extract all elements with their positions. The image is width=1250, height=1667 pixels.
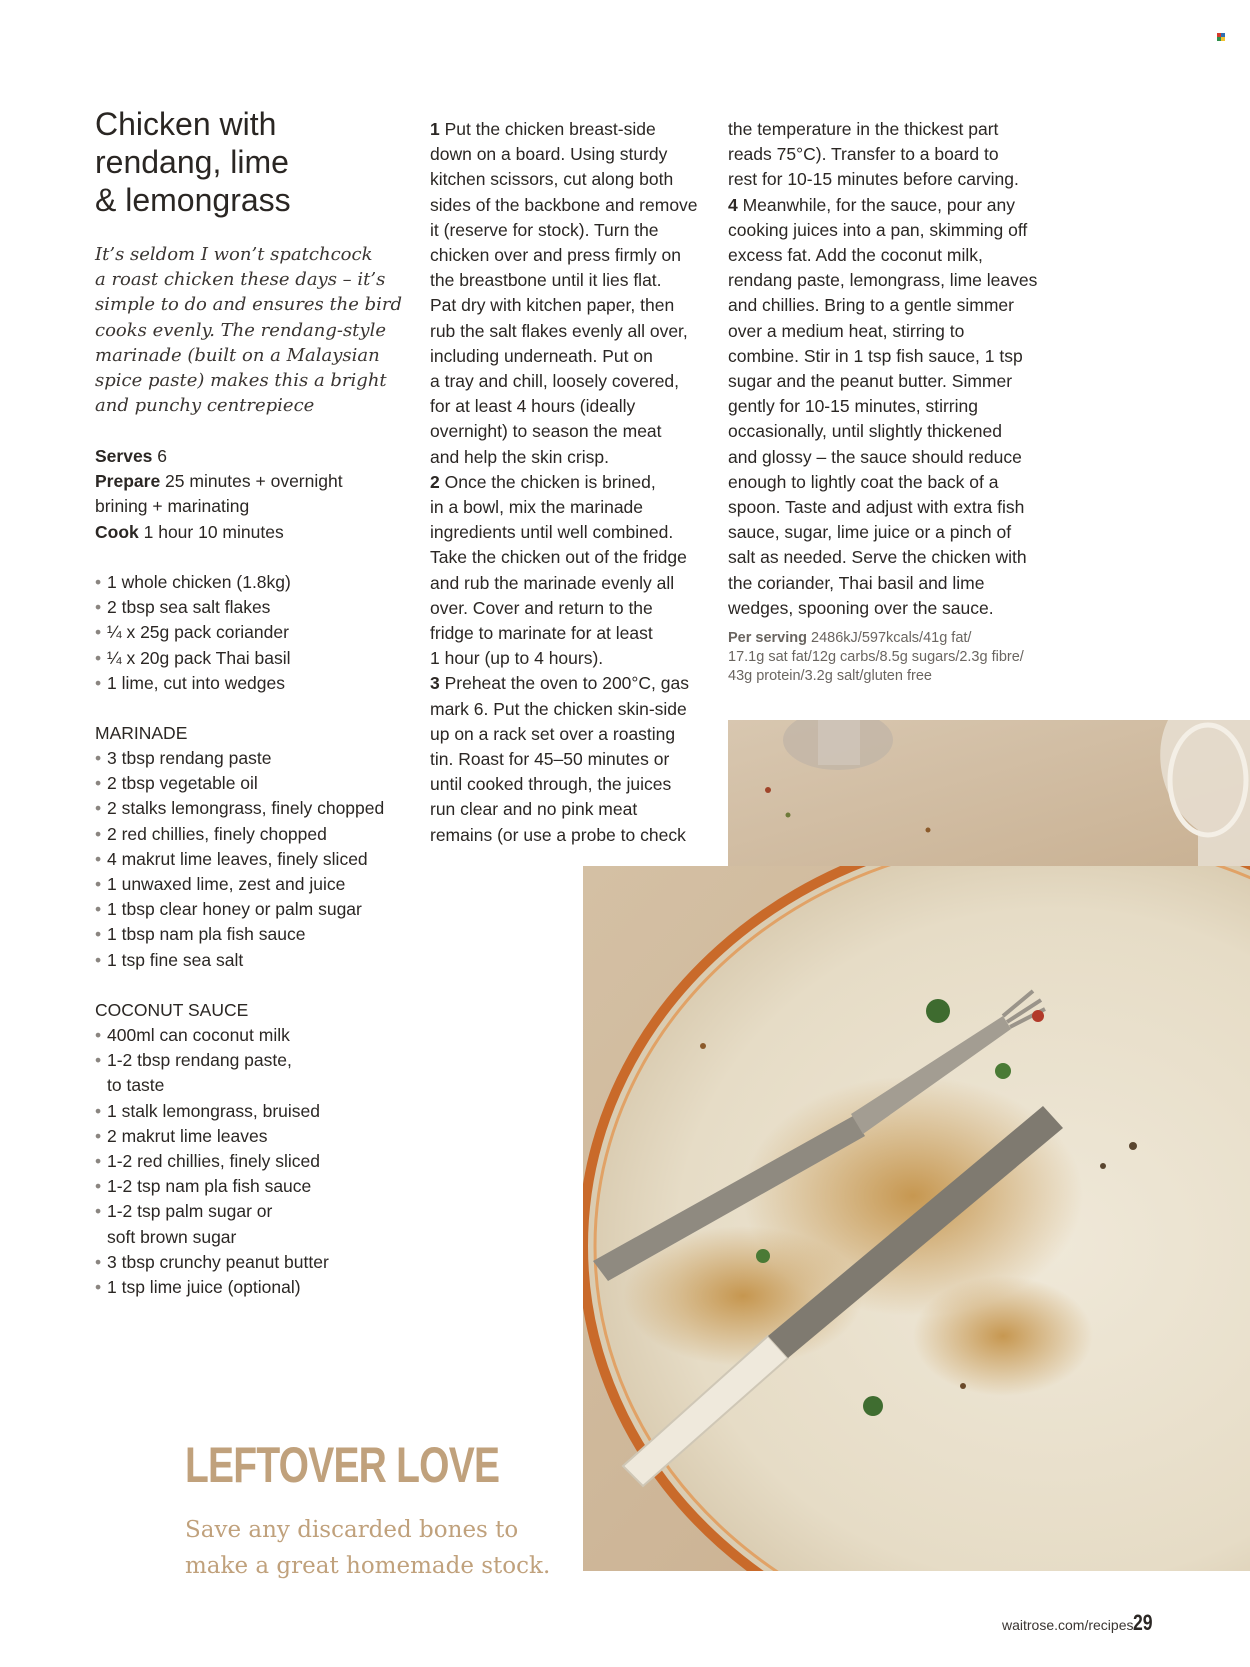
method-text: for at least 4 hours (ideally — [430, 396, 636, 417]
list-item: • 1 tsp lime juice (optional) — [95, 1275, 415, 1300]
method-line — [430, 470, 720, 495]
method-text: the coriander, Thai basil and lime — [728, 572, 985, 593]
method-text: spoon. Taste and adjust with extra fish — [728, 497, 1025, 518]
method-text: Put the chicken breast-side — [439, 119, 656, 139]
method-text: rendang paste, lemongrass, lime leaves — [728, 270, 1038, 291]
method-line — [430, 419, 720, 444]
list-item: • 2 tbsp sea salt flakes — [95, 595, 415, 620]
page-number: 29 — [1133, 1610, 1153, 1635]
list-item: • 2 stalks lemongrass, finely chopped — [95, 796, 415, 821]
method-line — [728, 319, 1048, 344]
method-line — [430, 596, 720, 621]
method-line — [430, 167, 720, 192]
serves-value: 6 — [152, 446, 168, 466]
method-line — [728, 369, 1048, 394]
marinade-ingredient-list — [95, 746, 415, 973]
method-text: the breastbone until it lies flat. — [430, 270, 662, 291]
prepare-label: Prepare — [95, 471, 161, 492]
method-text: 1 hour (up to 4 hours). — [430, 648, 604, 669]
method-line — [430, 671, 720, 696]
step-number: 4 — [728, 194, 738, 215]
method-line — [430, 319, 720, 344]
method-line — [430, 722, 720, 747]
list-item: • 1-2 red chillies, finely sliced — [95, 1149, 415, 1174]
method-line — [430, 772, 720, 797]
list-item-text-cont: soft brown sugar — [107, 1226, 237, 1247]
recipe-meta — [95, 444, 405, 545]
method-text: reads 75°C). Transfer to a board to — [728, 144, 999, 165]
method-text: ingredients until well combined. — [430, 522, 674, 543]
list-item: • 1 unwaxed lime, zest and juice — [95, 872, 415, 897]
intro-line: spice paste) makes this a bright — [95, 370, 387, 392]
method-text: kitchen scissors, cut along both — [430, 169, 674, 190]
method-line — [728, 419, 1048, 444]
method-line — [430, 797, 720, 822]
serves-row — [95, 444, 405, 469]
method-text: chicken over and press firmly on — [430, 245, 681, 266]
method-line — [728, 520, 1048, 545]
method-text: the temperature in the thickest part — [728, 119, 999, 139]
cook-value: 1 hour 10 minutes — [138, 521, 284, 542]
method-line — [728, 167, 1048, 192]
title-line: rendang, lime — [95, 144, 289, 180]
method-line — [430, 571, 720, 596]
method-line — [728, 344, 1048, 369]
method-line — [430, 823, 720, 848]
nutrition-info — [728, 629, 1068, 686]
serves-label: Serves — [95, 446, 153, 466]
method-text: cooking juices into a pan, skimming off — [728, 219, 1028, 240]
method-line — [728, 470, 1048, 495]
method-line — [430, 117, 720, 142]
method-line — [728, 142, 1048, 167]
method-line — [430, 520, 720, 545]
list-item-text: 1-2 tsp palm sugar or — [107, 1201, 273, 1222]
prepare-value: 25 minutes + overnight — [160, 471, 343, 492]
recipe-intro — [95, 242, 405, 418]
method-line — [430, 193, 720, 218]
leftover-line: make a great homemade stock. — [185, 1553, 551, 1579]
main-ingredient-list — [95, 570, 415, 696]
method-text: combine. Stir in 1 tsp fish sauce, 1 tsp — [728, 345, 1023, 366]
list-item: • ¼ x 20g pack Thai basil — [95, 646, 415, 671]
leftover-text — [185, 1512, 565, 1584]
intro-line: cooks evenly. The rendang-style — [95, 319, 386, 341]
method-line — [728, 571, 1048, 596]
step-number: 2 — [430, 471, 440, 492]
method-column-2 — [728, 117, 1048, 621]
list-item: • 3 tbsp crunchy peanut butter — [95, 1250, 415, 1275]
method-text: a tray and chill, loosely covered, — [430, 371, 680, 392]
method-line — [430, 621, 720, 646]
footer-url-link[interactable]: waitrose.com/recipes — [1002, 1617, 1134, 1633]
list-item: • 4 makrut lime leaves, finely sliced — [95, 847, 415, 872]
list-item: • 1 stalk lemongrass, bruised — [95, 1099, 415, 1124]
method-line — [728, 293, 1048, 318]
method-line — [430, 243, 720, 268]
method-text: it (reserve for stock). Turn the — [430, 219, 659, 240]
list-item-text: 1-2 tbsp rendang paste, — [107, 1050, 292, 1071]
method-text: remains (or use a probe to check — [430, 824, 686, 845]
method-text: until cooked through, the juices — [430, 774, 672, 795]
corner-logo-icon — [1217, 33, 1225, 41]
list-item: • 2 makrut lime leaves — [95, 1124, 415, 1149]
list-item: • 1 whole chicken (1.8kg) — [95, 570, 415, 595]
method-line — [430, 445, 720, 470]
method-text: down on a board. Using sturdy — [430, 144, 668, 165]
method-text: fridge to marinate for at least — [430, 623, 653, 644]
method-text: and chillies. Bring to a gentle simmer — [728, 295, 1014, 316]
method-text: Once the chicken is brined, — [439, 471, 656, 492]
method-line — [430, 344, 720, 369]
list-item: • ¼ x 25g pack coriander — [95, 620, 415, 645]
method-text: enough to lightly coat the back of a — [728, 471, 999, 492]
method-line — [430, 268, 720, 293]
method-line — [430, 142, 720, 167]
method-text: tin. Roast for 45–50 minutes or — [430, 749, 670, 770]
method-text: over. Cover and return to the — [430, 597, 653, 618]
method-text: salt as needed. Serve the chicken with — [728, 547, 1027, 568]
method-line — [728, 193, 1048, 218]
list-item — [95, 1048, 415, 1098]
method-text: including underneath. Put on — [430, 345, 653, 366]
method-text: and help the skin crisp. — [430, 446, 609, 467]
prepare-row-cont: brining + marinating — [95, 496, 250, 517]
list-item: • 1 tbsp clear honey or palm sugar — [95, 897, 415, 922]
method-line — [430, 697, 720, 722]
marinade-heading: MARINADE — [95, 723, 188, 743]
list-item: • 2 red chillies, finely chopped — [95, 822, 415, 847]
recipe-title — [95, 105, 395, 219]
method-line — [430, 545, 720, 570]
method-line — [728, 545, 1048, 570]
method-line — [728, 117, 1048, 142]
method-text: Take the chicken out of the fridge — [430, 547, 687, 568]
sauce-heading: COCONUT SAUCE — [95, 1000, 249, 1020]
nutrition-value: 2486kJ/597kcals/41g fat/ — [807, 630, 972, 646]
method-line — [728, 218, 1048, 243]
step-number: 3 — [430, 673, 440, 694]
cook-label: Cook — [95, 521, 139, 542]
method-text: and rub the marinade evenly all — [430, 572, 675, 593]
method-line — [728, 268, 1048, 293]
sauce-ingredient-list — [95, 1023, 415, 1300]
method-text: Pat dry with kitchen paper, then — [430, 295, 675, 316]
method-line — [728, 243, 1048, 268]
method-text: in a bowl, mix the marinade — [430, 497, 644, 518]
method-text: run clear and no pink meat — [430, 799, 638, 820]
method-line — [728, 394, 1048, 419]
method-text: wedges, spooning over the sauce. — [728, 597, 994, 618]
method-text: overnight) to season the meat — [430, 421, 662, 442]
list-item: • 2 tbsp vegetable oil — [95, 771, 415, 796]
method-text: sauce, sugar, lime juice or a pinch of — [728, 522, 1012, 543]
method-line — [430, 495, 720, 520]
intro-line: It’s seldom I won’t spatchcock — [95, 244, 373, 265]
nutrition-line: 17.1g sat fat/12g carbs/8.5g sugars/2.3g fibre/ — [728, 649, 1024, 665]
method-text: occasionally, until slightly thickened — [728, 421, 1002, 442]
nutrition-line — [728, 629, 1068, 648]
step-number: 1 — [430, 119, 440, 139]
method-text: rest for 10-15 minutes before carving. — [728, 169, 1019, 190]
list-item — [95, 1199, 415, 1249]
method-line — [430, 747, 720, 772]
prepare-row — [95, 469, 405, 494]
method-text: over a medium heat, stirring to — [728, 320, 965, 341]
intro-line: a roast chicken these days – it’s — [95, 269, 386, 291]
leftover-heading: LEFTOVER LOVE — [185, 1437, 500, 1493]
list-item: • 400ml can coconut milk — [95, 1023, 415, 1048]
method-text: sides of the backbone and remove — [430, 194, 698, 215]
intro-line: simple to do and ensures the bird — [95, 294, 403, 316]
method-text: and glossy – the sauce should reduce — [728, 446, 1022, 467]
method-line — [430, 293, 720, 318]
title-line: Chicken with — [95, 106, 277, 142]
list-item: • 1 tbsp nam pla fish sauce — [95, 922, 415, 947]
method-text: excess fat. Add the coconut milk, — [728, 245, 983, 266]
method-text: gently for 10-15 minutes, stirring — [728, 396, 978, 417]
method-text: sugar and the peanut butter. Simmer — [728, 371, 1013, 392]
list-item: • 1 tsp fine sea salt — [95, 948, 415, 973]
method-text: up on a rack set over a roasting — [430, 723, 676, 744]
intro-line: and punchy centrepiece — [95, 395, 315, 417]
method-line — [728, 495, 1048, 520]
method-text: Preheat the oven to 200°C, gas — [439, 673, 689, 694]
cook-row — [95, 520, 405, 545]
title-line: & lemongrass — [95, 182, 291, 218]
method-text: Meanwhile, for the sauce, pour any — [737, 194, 1015, 215]
method-line — [728, 596, 1048, 621]
method-line — [430, 369, 720, 394]
list-item: • 1 lime, cut into wedges — [95, 671, 415, 696]
list-item: • 3 tbsp rendang paste — [95, 746, 415, 771]
nutrition-label: Per serving — [728, 630, 807, 646]
method-line — [728, 445, 1048, 470]
intro-line: marinade (built on a Malaysian — [95, 344, 380, 366]
leftover-line: Save any discarded bones to — [185, 1517, 519, 1543]
nutrition-line: 43g protein/3.2g salt/gluten free — [728, 668, 932, 684]
list-item: • 1-2 tsp nam pla fish sauce — [95, 1174, 415, 1199]
method-line — [430, 394, 720, 419]
plate-photo — [583, 866, 1250, 1571]
list-item-text-cont: to taste — [107, 1075, 165, 1096]
method-text: mark 6. Put the chicken skin-side — [430, 698, 687, 719]
method-line — [430, 646, 720, 671]
method-line — [430, 218, 720, 243]
photo-top-strip — [728, 720, 1250, 866]
method-column-1 — [430, 117, 720, 848]
method-text: rub the salt flakes evenly all over, — [430, 320, 688, 341]
